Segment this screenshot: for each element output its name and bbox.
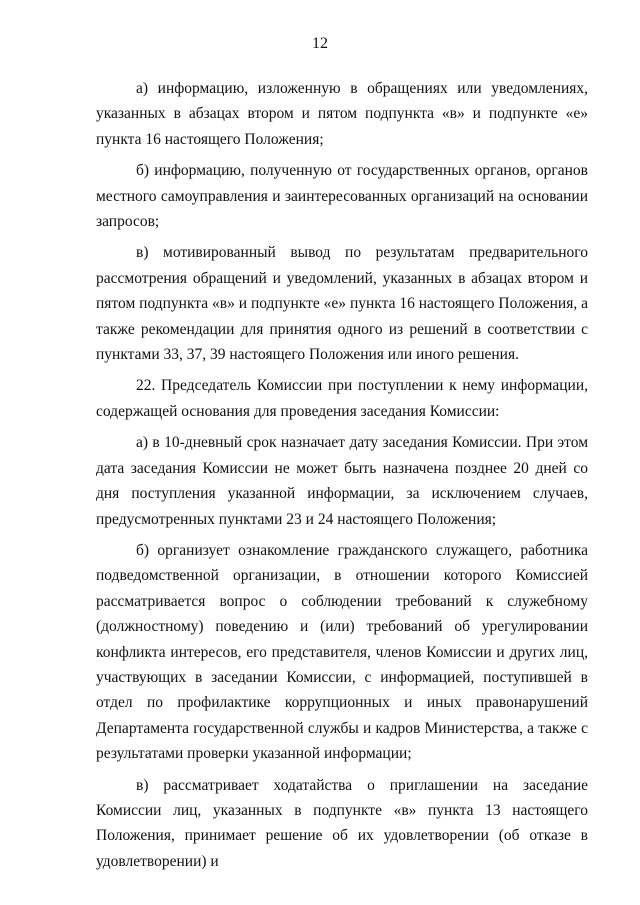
paragraph-v-conclusion: в) мотивированный вывод по результатам предварительного рассмотрения обращений и уведомлений, указанных в абзацах втором и пятом подпункта «в» и подпункте «е» пункта 16 настоящего Положения, а также рекомендации для принятия одного из решений в соответствии с пунктами 33, 37, 39 настоящего Положения или иного решения.: [96, 244, 588, 364]
paragraph-b-information: б) информацию, полученную от государственных органов, органов местного самоуправления и заинтересованных организаций на основании запросов;: [96, 162, 588, 231]
paragraph-a-information: а) информацию, изложенную в обращениях или уведомлениях, указанных в абзацах втором и пятом подпункта «в» и подпункте «е» пункта 16 настоящего Положения;: [96, 80, 588, 148]
paragraph-22v-petitions: в) рассматривает ходатайства о приглашении на заседание Комиссии лиц, указанных в подпункте «в» пункта 13 настоящего Положения, принимает решение об их удовлетворении (об отказе в удовлетворении) и: [96, 776, 588, 870]
paragraph-22a-date: а) в 10-дневный срок назначает дату заседания Комиссии. При этом дата заседания Комиссии не может быть назначена позднее 20 дней со дня поступления указанной информации, за исключением случаев, предусмотренных пунктами 23 и 24 настоящего Положения;: [96, 434, 588, 528]
paragraph-22-chairman: 22. Председатель Комиссии при поступлении к нему информации, содержащей основания для проведения заседания Комиссии:: [96, 377, 588, 420]
paragraph-22b-familiarization: б) организует ознакомление гражданского служащего, работника подведомственной организации, в отношении которого Комиссией рассматривается вопрос о соблюдении требований к служебному (должностному) поведению и (или) требований об урегулировании конфликта интересов, его представителя, членов Комиссии и других лиц, участвующих в заседании Комиссии, с информацией, поступившей в отдел по профилактике коррупционных и иных правонарушений Департамента государственной службы и кадров Министерства, а также с результатами проверки указанной информации;: [96, 541, 588, 763]
document-body: [96, 76, 588, 880]
page-number: 12: [312, 35, 328, 52]
